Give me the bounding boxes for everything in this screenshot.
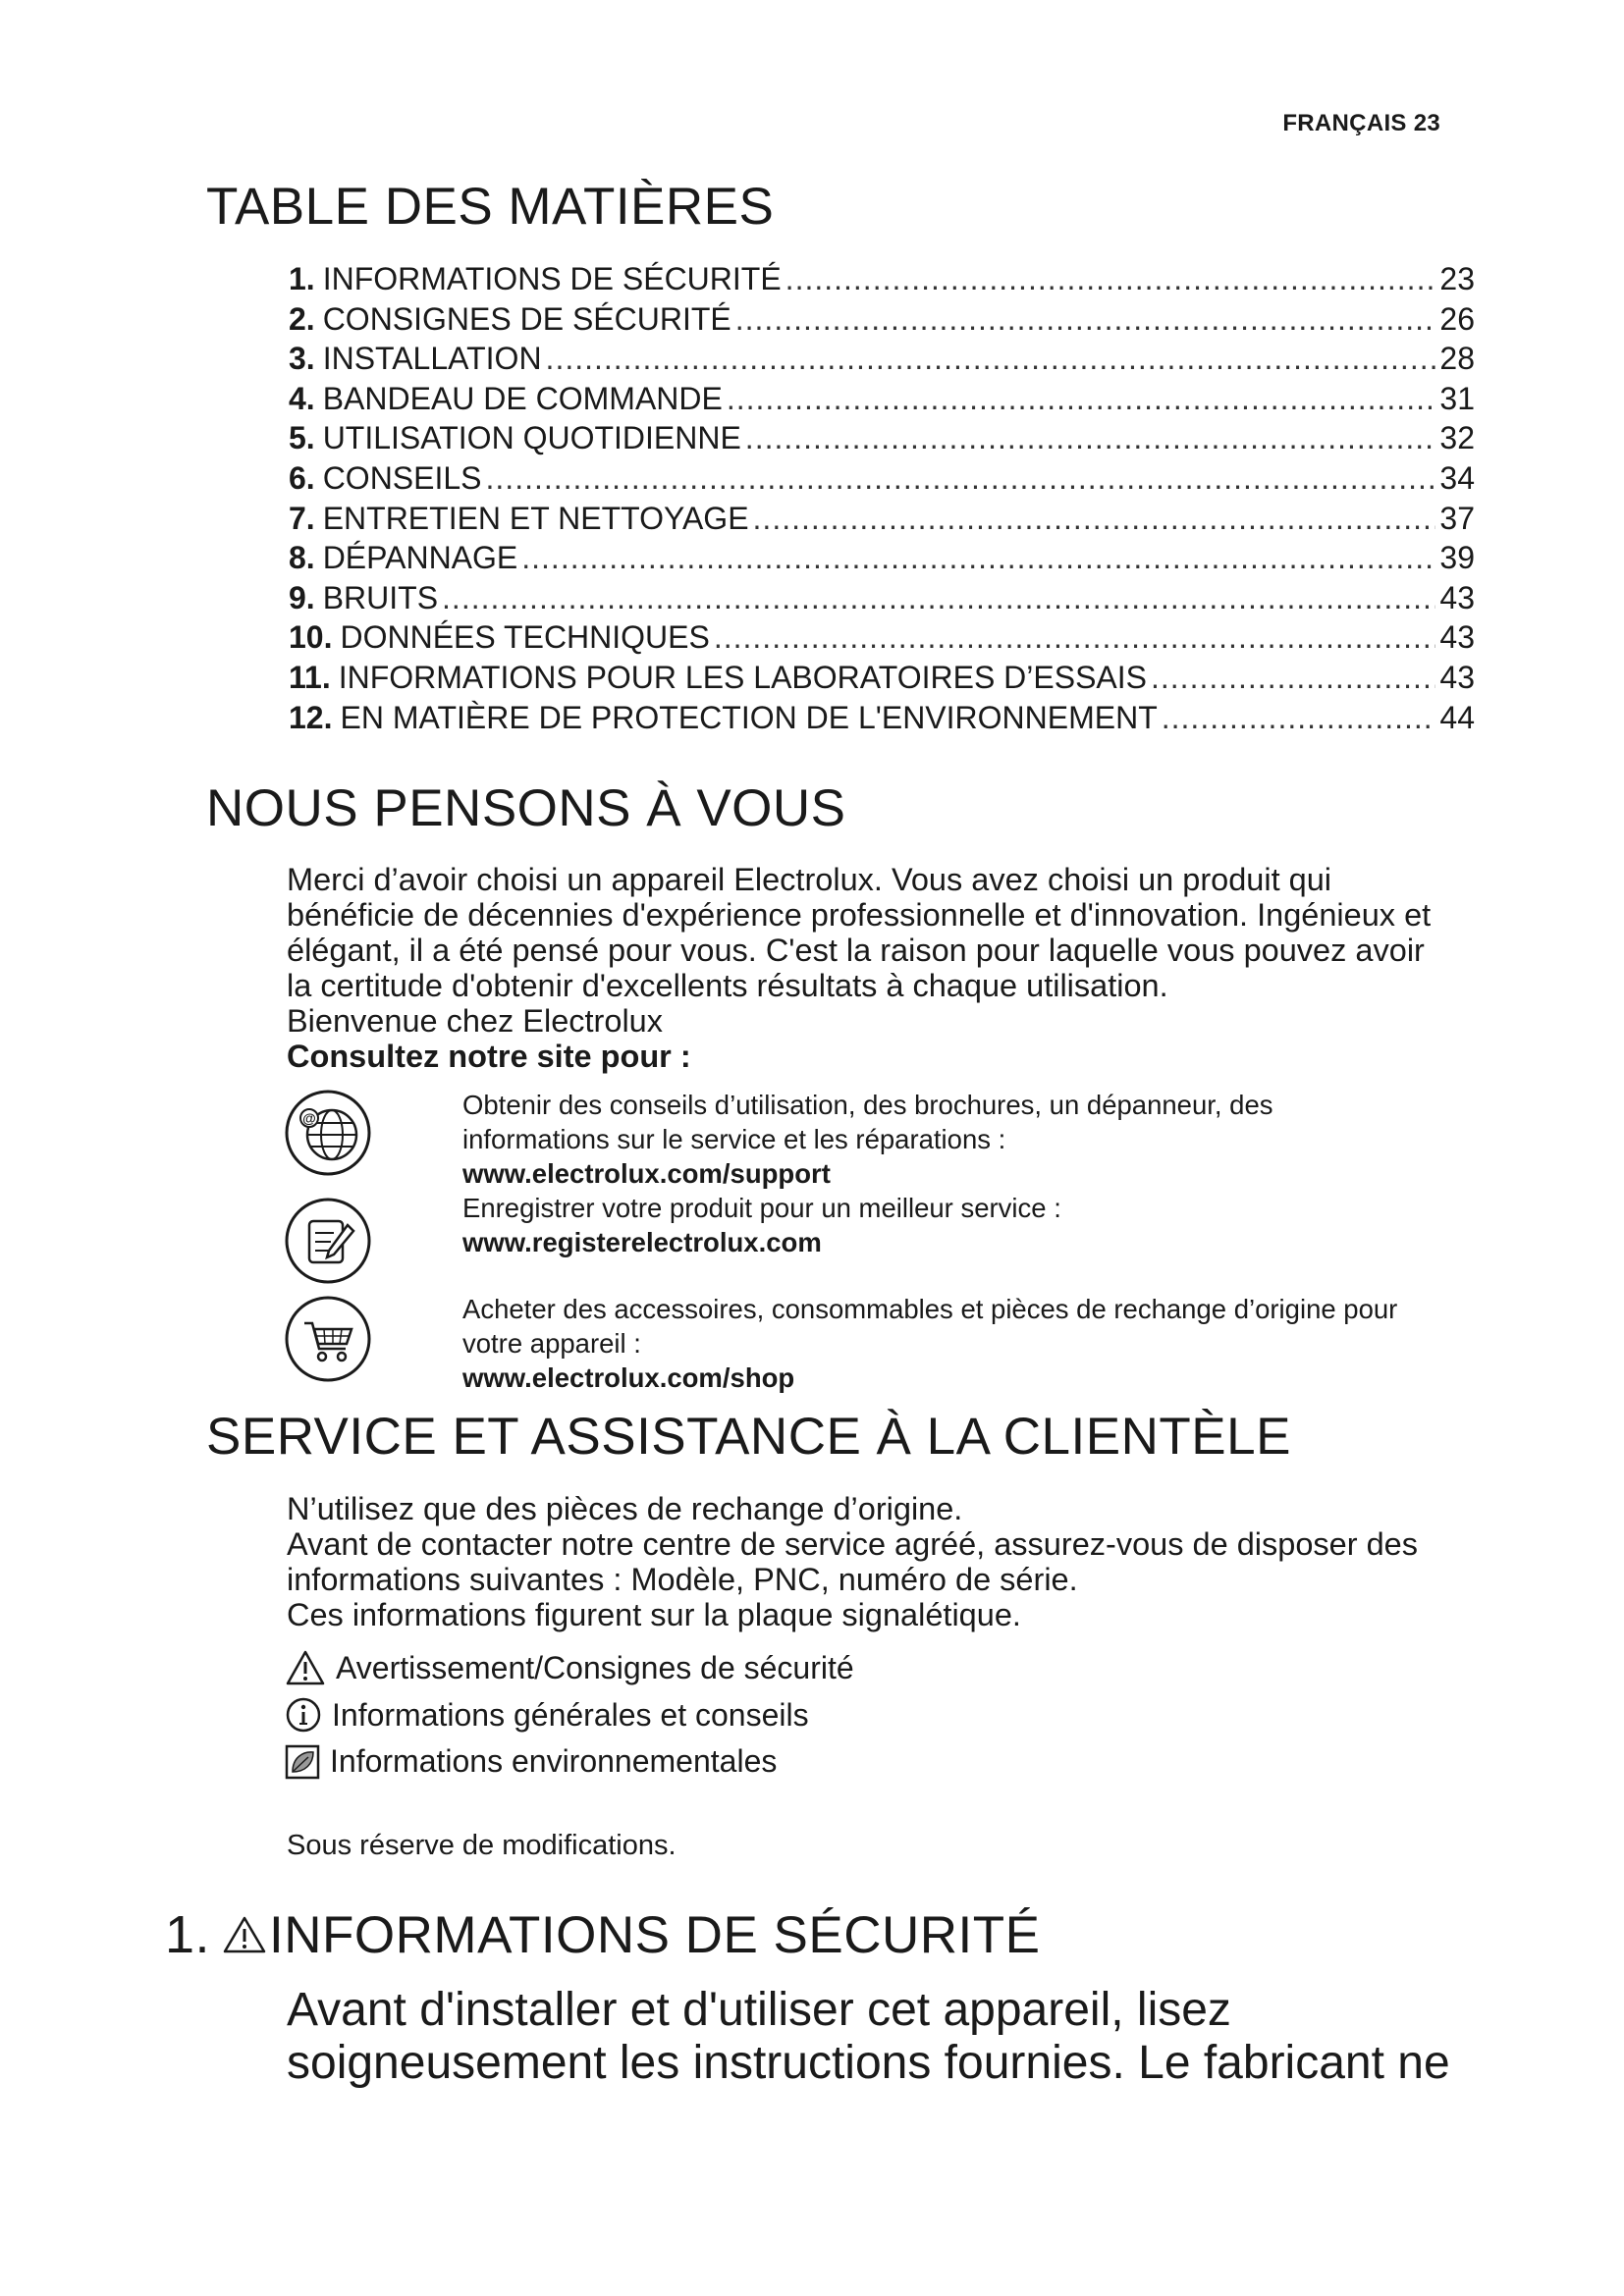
toc-item-label: INFORMATIONS POUR LES LABORATOIRES D’ESSAIS [338, 659, 1147, 695]
paragraph-line: informations suivantes : Modèle, PNC, numéro de série. [287, 1562, 1078, 1597]
page-header: FRANÇAIS 23 [1282, 110, 1440, 136]
toc-item-number: 2. [289, 300, 315, 337]
toc-item-number: 3. [289, 341, 315, 377]
register-link[interactable]: www.registerelectrolux.com [462, 1227, 822, 1257]
toc-item-label: INFORMATIONS DE SÉCURITÉ [322, 261, 782, 296]
toc-item-page: 31 [1439, 380, 1475, 416]
toc-item-label: BANDEAU DE COMMANDE [322, 380, 723, 416]
toc-title: TABLE DES MATIÈRES [206, 178, 775, 236]
support-link[interactable]: www.electrolux.com/support [462, 1158, 831, 1189]
toc-item[interactable] [289, 341, 1475, 381]
paragraph-line: la certitude d'obtenir d'excellents résultats à chaque utilisation. [287, 968, 1168, 1003]
register-product-icon [283, 1196, 373, 1286]
legend-environment [285, 1743, 777, 1780]
toc-item[interactable] [289, 660, 1475, 700]
toc-dot-leader [735, 301, 1436, 338]
support-text-line: informations sur le service et les réparations : [462, 1124, 1006, 1154]
section-title-service: SERVICE ET ASSISTANCE À LA CLIENTÈLE [206, 1408, 1291, 1466]
section-1-number: 1. [165, 1905, 211, 1964]
svg-text:@: @ [302, 1110, 316, 1126]
toc-item-number: 9. [289, 579, 315, 615]
toc-dot-leader [785, 261, 1436, 297]
info-circle-icon [285, 1696, 322, 1734]
toc-item-page: 43 [1439, 579, 1475, 615]
toc-item[interactable] [289, 301, 1475, 342]
section-1-intro [287, 1984, 1504, 2090]
legend-warning [285, 1649, 854, 1686]
shop-text-line: votre appareil : [462, 1328, 641, 1359]
paragraph-line: élégant, il a été pensé pour vous. C'est la raison pour laquelle vous pouvez avoir [287, 933, 1425, 968]
table-of-contents [289, 261, 1475, 739]
toc-item-number: 4. [289, 380, 315, 416]
visit-site-label: Consultez notre site pour : [287, 1039, 691, 1074]
toc-dot-leader [727, 381, 1436, 417]
toc-item-page: 26 [1439, 300, 1475, 337]
toc-item-number: 5. [289, 420, 315, 456]
paragraph-line: Avant de contacter notre centre de service agréé, assurez-vous de disposer des [287, 1526, 1418, 1562]
toc-item-number: 1. [289, 261, 315, 296]
toc-dot-leader [521, 540, 1435, 576]
intro-line: Avant d'installer et d'utiliser cet appareil, lisez [287, 1984, 1231, 2036]
section-title-thinking: NOUS PENSONS À VOUS [206, 779, 846, 837]
thinking-paragraph [287, 862, 1485, 1074]
welcome-text: Bienvenue chez Electrolux [287, 1003, 664, 1039]
toc-dot-leader [714, 619, 1436, 656]
toc-item-number: 11. [289, 659, 331, 695]
section-1-heading [165, 1904, 1041, 1965]
support-text-line: Obtenir des conseils d’utilisation, des brochures, un dépanneur, des [462, 1090, 1273, 1120]
toc-item-page: 23 [1439, 261, 1475, 296]
register-text: Enregistrer votre produit pour un meilleur service : [462, 1193, 1061, 1223]
warning-triangle-icon [285, 1649, 326, 1686]
toc-item-label: BRUITS [322, 579, 439, 615]
toc-dot-leader [745, 420, 1436, 456]
toc-item-page: 43 [1439, 659, 1475, 695]
toc-item-label: CONSIGNES DE SÉCURITÉ [322, 300, 731, 337]
warning-triangle-icon [222, 1915, 267, 1954]
toc-item-page: 37 [1439, 500, 1475, 536]
legend-info-label: Informations générales et conseils [332, 1696, 809, 1733]
support-web-icon [283, 1088, 373, 1178]
toc-item-page: 34 [1439, 459, 1475, 496]
support-info [462, 1088, 1503, 1259]
toc-item[interactable] [289, 420, 1475, 460]
toc-item-label: CONSEILS [322, 459, 482, 496]
toc-item-label: UTILISATION QUOTIDIENNE [322, 420, 741, 456]
toc-dot-leader [546, 341, 1436, 377]
toc-item[interactable] [289, 540, 1475, 580]
paragraph-line: bénéficie de décennies d'expérience professionnelle et d'innovation. Ingénieux et [287, 897, 1432, 933]
service-paragraph [287, 1491, 1485, 1632]
environment-leaf-icon [285, 1744, 320, 1780]
paragraph-line: Merci d’avoir choisi un appareil Electrolux. Vous avez choisi un produit qui [287, 862, 1332, 897]
toc-dot-leader [1162, 700, 1436, 736]
toc-dot-leader [486, 460, 1436, 497]
legend-environment-label: Informations environnementales [330, 1743, 778, 1779]
toc-item-page: 28 [1439, 341, 1475, 377]
modification-notice: Sous réserve de modifications. [287, 1830, 677, 1861]
toc-dot-leader [753, 501, 1436, 537]
toc-item-page: 39 [1439, 540, 1475, 576]
shop-info [462, 1292, 1503, 1395]
toc-item[interactable] [289, 700, 1475, 740]
toc-item-number: 8. [289, 540, 315, 576]
toc-item[interactable] [289, 381, 1475, 421]
paragraph-line: N’utilisez que des pièces de rechange d’origine. [287, 1491, 963, 1526]
shopping-cart-icon [283, 1294, 373, 1384]
toc-item[interactable] [289, 501, 1475, 541]
section-1-title: INFORMATIONS DE SÉCURITÉ [269, 1905, 1041, 1964]
toc-item-label: DÉPANNAGE [322, 540, 518, 576]
toc-dot-leader [1151, 660, 1435, 696]
legend-warning-label: Avertissement/Consignes de sécurité [336, 1649, 854, 1685]
toc-item-page: 43 [1439, 619, 1475, 656]
toc-item-label: DONNÉES TECHNIQUES [340, 619, 710, 656]
toc-item[interactable] [289, 261, 1475, 301]
toc-item-page: 44 [1439, 699, 1475, 735]
toc-dot-leader [442, 580, 1435, 616]
legend-info [285, 1696, 809, 1734]
intro-line: soigneusement les instructions fournies. Le fabricant ne [287, 2037, 1450, 2089]
toc-item[interactable] [289, 460, 1475, 501]
toc-item-number: 6. [289, 459, 315, 496]
paragraph-line: Ces informations figurent sur la plaque signalétique. [287, 1597, 1021, 1632]
toc-item[interactable] [289, 580, 1475, 620]
toc-item[interactable] [289, 619, 1475, 660]
shop-text-line: Acheter des accessoires, consommables et pièces de rechange d’origine pour [462, 1294, 1398, 1324]
toc-item-label: ENTRETIEN ET NETTOYAGE [322, 500, 749, 536]
toc-item-number: 10. [289, 619, 333, 656]
toc-item-number: 7. [289, 500, 315, 536]
toc-item-number: 12. [289, 699, 333, 735]
toc-item-label: EN MATIÈRE DE PROTECTION DE L'ENVIRONNEMENT [340, 699, 1158, 735]
shop-link[interactable]: www.electrolux.com/shop [462, 1362, 795, 1393]
toc-item-page: 32 [1439, 420, 1475, 456]
toc-item-label: INSTALLATION [322, 341, 542, 377]
